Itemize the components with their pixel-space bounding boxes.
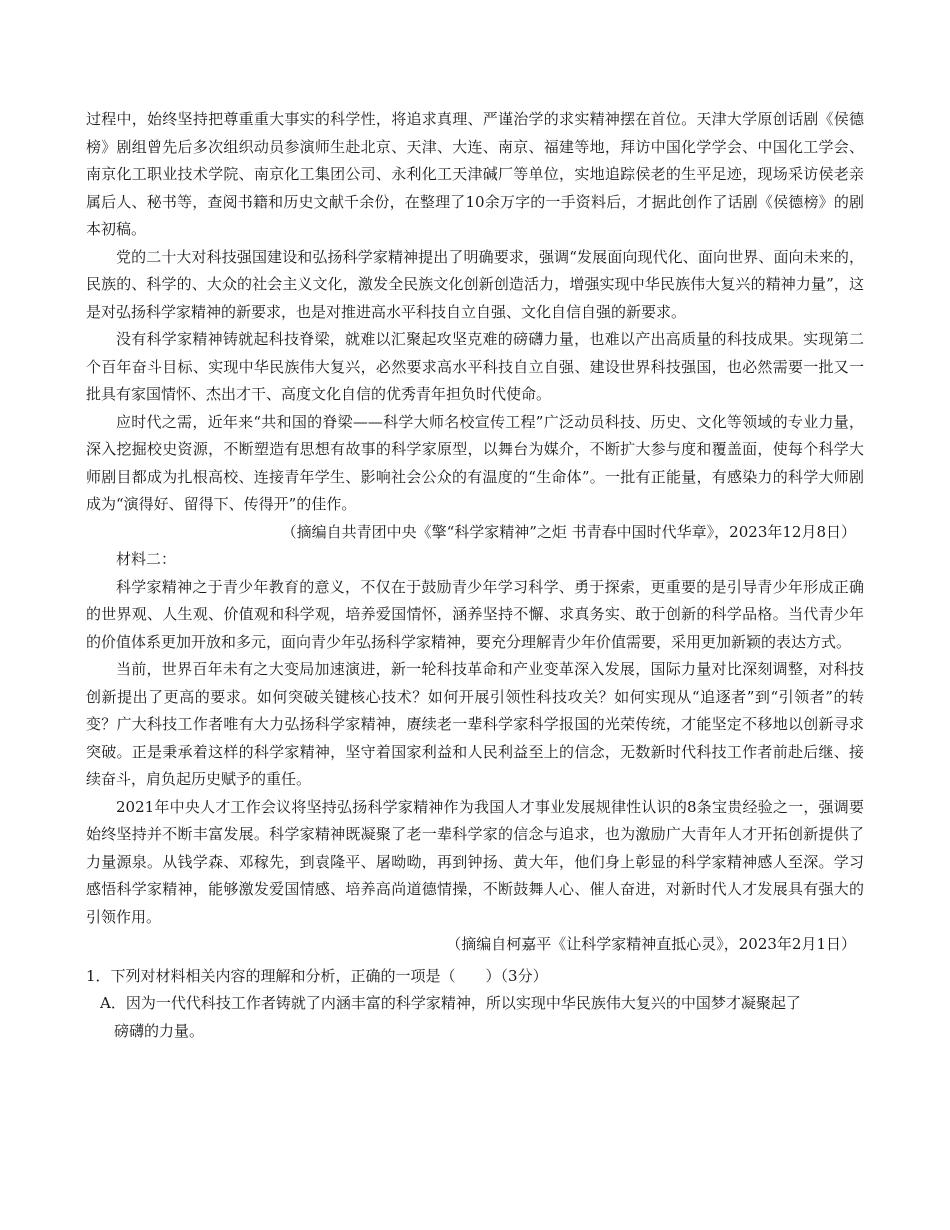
source-citation: （摘编自柯嘉平《让科学家精神直抵心灵》，2023年2月1日） <box>446 935 856 953</box>
paragraph: 科学家精神之于青少年教育的意义，不仅在于鼓励青少年学习科学、勇于探索，更重要的是引导青少年形成正确的世界观、人生观、价值观和科学观，培养爱国情怀，涵养坚持不懈、求真务实、敢于创新的科学品格。当代青少年的价值体系更加开放和多元，面向青少年弘扬科学家精神，要充分理解青少年价值需要，采用更加新颖的表达方式。 <box>86 577 864 651</box>
source-citation: （摘编自共青团中央《擎“科学家精神”之炬 书青春中国时代华章》，2023年12月8日） <box>281 522 856 541</box>
paragraph: 2021年中央人才工作会议将坚持弘扬科学家精神作为我国人才事业发展规律性认识的8条宝贵经验之一，强调要始终坚持并不断丰富发展。科学家精神既凝聚了老一辈科学家的信念与追求，也为激励广大青年人才开拓创新提供了力量源泉。从钱学森、邓稼先，到袁隆平、屠呦呦，再到钟扬、黄大年，他们身上彰显的科学家精神感人至深。学习感悟科学家精神，能够激发爱国情感、培养高尚道德情操，不断鼓舞人心、催人奋进，对新时代人才发展具有强大的引领作用。 <box>86 797 864 926</box>
paragraph: 应时代之需，近年来“共和国的脊梁——科学大师名校宣传工程”广泛动员科技、历史、文化等领域的专业力量，深入挖掘校史资源，不断塑造有思想有故事的科学家原型，以舞台为媒介，不断扩大参与度和覆盖面，使每个科学大师剧目都成为扎根高校、连接青年学生、影响社会公众的有温度的“生命体”。一批有正能量，有感染力的科学大师剧成为“演得好、留得下、传得开”的佳作。 <box>86 412 864 513</box>
question-stem: 1．下列对材料相关内容的理解和分析，正确的一项是（ ）（3分） <box>86 966 548 985</box>
material-label: 材料二： <box>116 550 177 568</box>
option-a-continued: 磅礴的力量。 <box>114 1021 205 1040</box>
paragraph: 没有科学家精神铸就起科技脊梁，就难以汇聚起攻坚克难的磅礴力量，也难以产出高质量的科技成果。实现第二个百年奋斗目标、实现中华民族伟大复兴，必然要求高水平科技自立自强、建设世界科技强国，也必然需要一批又一批具有家国情怀、杰出才干、高度文化自信的优秀青年担负时代使命。 <box>86 330 864 403</box>
paragraph: 当前，世界百年未有之大变局加速演进，新一轮科技革命和产业变革深入发展，国际力量对比深刻调整，对科技创新提出了更高的要求。如何突破关键核心技术？如何开展引领性科技攻关？如何实现从“追逐者”到“引领者”的转变？广大科技工作者唯有大力弘扬科学家精神，赓续老一辈科学家科学报国的光荣传统，才能坚定不移地以创新寻求突破。正是秉承着这样的科学家精神，坚守着国家利益和人民利益至上的信念，无数新时代科技工作者前赴后继、接续奋斗，肩负起历史赋予的重任。 <box>86 660 864 788</box>
document-body <box>86 106 864 1045</box>
paragraph: 党的二十大对科技强国建设和弘扬科学家精神提出了明确要求，强调“发展面向现代化、面向世界、面向未来的，民族的、科学的、大众的社会主义文化，激发全民族文化创新创造活力，增强实现中华民族伟大复兴的精神力量”，这是对弘扬科学家精神的新要求，也是对推进高水平科技自立自强、文化自信自强的新要求。 <box>86 247 864 321</box>
option-a: A．因为一代代科技工作者铸就了内涵丰富的科学家精神，所以实现中华民族伟大复兴的中国梦才凝聚起了 <box>100 994 801 1012</box>
paragraph-continuation: 过程中，始终坚持把尊重重大事实的科学性，将追求真理、严谨治学的求实精神摆在首位。天津大学原创话剧《侯德榜》剧组曾先后多次组织动员参演师生赴北京、天津、大连、南京、福建等地，拜访中国化学学会、中国化工学会、南京化工职业技术学院、南京化工集团公司、永利化工天津碱厂等单位，实地追踪侯老的生平足迹，现场采访侯老亲属后人、秘书等，查阅书籍和历史文献千余份，在整理了10余万字的一手资料后，才据此创作了话剧《侯德榜》的剧本初稿。 <box>86 110 864 238</box>
